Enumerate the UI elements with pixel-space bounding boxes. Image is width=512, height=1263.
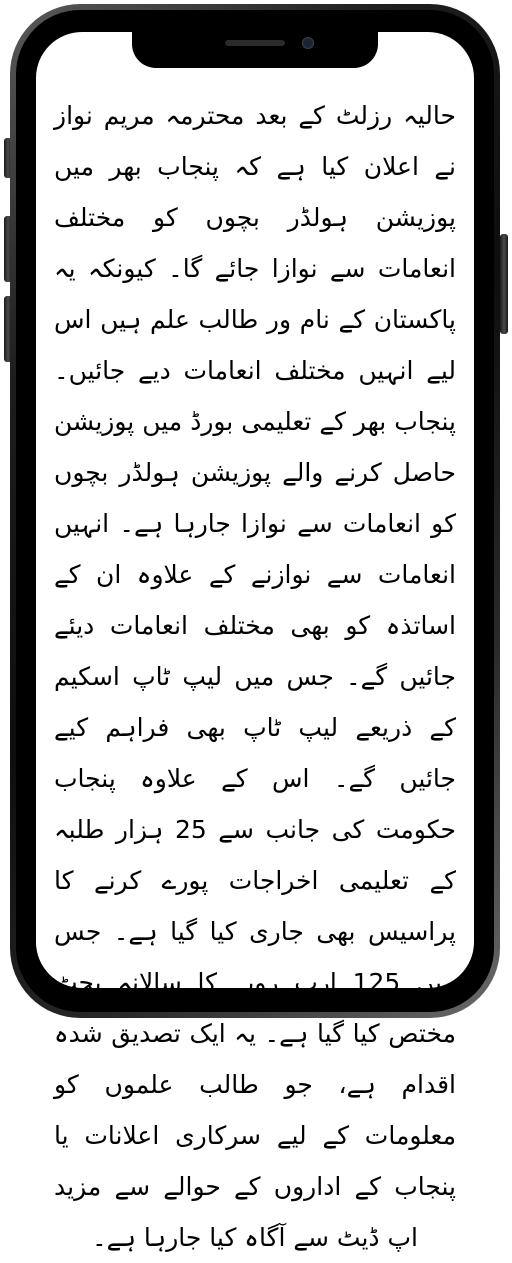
phone-side-button-right — [500, 234, 508, 334]
phone-bezel — [16, 10, 494, 1252]
phone-notch — [132, 30, 378, 68]
speaker-grille — [225, 40, 285, 46]
phone-screen — [36, 32, 474, 1252]
article-text: حالیہ رزلٹ کے بعد محترمہ مریم نواز نے اعلان کیا ہے کہ پنجاب بھر میں پوزیشن ہولڈر بچوں کو مختلف انعامات سے نوازا جائے گا۔ کیونکہ یہ پاکستان کے نام ور طالب علم ہیں اس لیے انہیں مختلف انعامات دیے جائیں۔ پنجاب بھر کے تعلیمی بورڈ میں پوزیشن حاصل کرنے والے پوزیشن ہولڈر بچوں کو انعامات سے نوازا جارہا ہے۔ انہیں انعامات سے نوازنے کے علاوہ ان کے اساتذہ کو بھی مختلف انعامات دیئے جائیں گے۔ جس میں لیپ ٹاپ اسکیم کے ذریعے لیپ ٹاپ بھی فراہم کیے جائیں گے۔ اس کے علاوہ پنجاب حکومت کی جانب سے 25 ہزار طلبہ کے تعلیمی اخراجات پورے کرنے کا پراسیس بھی جاری کیا گیا ہے۔ جس میں 125 ارب روپے کا سالانہ بجٹ مختص کیا گیا ہے۔ یہ ایک تصدیق شدہ اقدام ہے، جو طالب علموں کو معلومات کے لیے سرکاری اعلانات یا پنجاب کے اداروں کے حوالے سے مزید اپ ڈیٹ سے آگاہ کیا جارہا ہے۔ — [54, 101, 456, 1252]
phone-frame — [10, 4, 500, 1252]
front-camera-icon — [302, 37, 314, 49]
